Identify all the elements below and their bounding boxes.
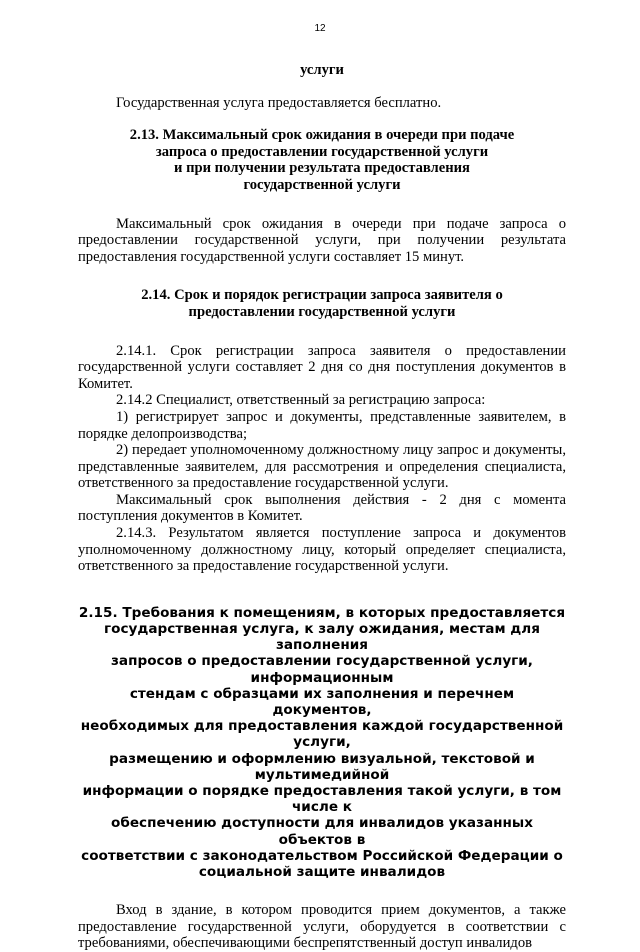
- heading-line: информации о порядке предоставления такой услуги, в том числе к: [82, 783, 562, 816]
- section-2-13-paragraph: Максимальный срок ожидания в очереди при подаче запроса о предоставлении государственной услуги, при получении результата предоставления государственной услуги составляет 15 минут.: [78, 215, 566, 265]
- heading-line: размещению и оформлению визуальной, текстовой и мультимедийной: [109, 750, 535, 783]
- continued-heading: услуги: [300, 62, 344, 78]
- heading-line: необходимых для предоставления каждой государственной услуги,: [80, 718, 564, 751]
- heading-line: стендам с образцами их заполнения и перечнем документов,: [129, 685, 515, 719]
- heading-line: запроса о предоставлении государственной услуги: [155, 143, 489, 160]
- section-2-14-paragraph: 2.14.2 Специалист, ответственный за регистрацию запроса:: [116, 392, 486, 409]
- page-number: 12: [314, 23, 326, 34]
- free-service-paragraph: Государственная услуга предоставляется бесплатно.: [116, 94, 442, 111]
- page-content: [78, 62, 566, 952]
- section-2-14-heading: [78, 287, 566, 320]
- heading-line: запросов о предоставлении государственной услуги, информационным: [111, 653, 533, 686]
- heading-line: предоставлении государственной услуги: [188, 303, 456, 320]
- heading-line: государственная услуга, к залу ожидания, местам для заполнения: [104, 621, 540, 654]
- section-2-14-paragraph: 1) регистрирует запрос и документы, представленные заявителем, в порядке делопроизводства;: [78, 408, 566, 442]
- heading-line: 2.15. Требования к помещениям, в которых предоставляется: [78, 604, 566, 621]
- section-2-13-heading: [78, 127, 566, 193]
- section-2-15-heading: [78, 605, 566, 880]
- heading-line: 2.14. Срок и порядок регистрации запроса заявителя о: [141, 287, 503, 304]
- section-2-15-paragraph: Вход в здание, в котором проводится прием документов, а также предоставление государственной услуги, оборудуется в соответствии с требованиями, обеспечивающими беспрепятственный доступ инвалидов: [78, 902, 566, 952]
- section-2-14-paragraph: 2.14.3. Результатом является поступление запроса и документов уполномоченному должностному лицу, который определяет специалиста, ответственного за предоставление государственной услуги.: [78, 525, 566, 575]
- heading-line: государственной услуги: [243, 176, 401, 193]
- heading-line: социальной защите инвалидов: [198, 864, 446, 881]
- heading-line: обеспечению доступности для инвалидов указанных объектов в: [111, 815, 533, 848]
- heading-line: 2.13. Максимальный срок ожидания в очереди при подаче: [129, 127, 515, 144]
- heading-line: соответствии с законодательством Российской Федерации о: [81, 847, 563, 864]
- section-2-14-paragraph: 2.14.1. Срок регистрации запроса заявителя о предоставлении государственной услуги составляет 2 дня со дня поступления документов в Комитет.: [78, 342, 566, 392]
- section-2-14-paragraph: Максимальный срок выполнения действия - 2 дня с момента поступления документов в Комитет.: [78, 491, 566, 525]
- section-2-14-paragraph: 2) передает уполномоченному должностному лицу запрос и документы, представленные заявителем, для рассмотрения и определения специалиста, ответственного за предоставление государственной услуги.: [78, 442, 566, 492]
- heading-line: и при получении результата предоставления: [174, 160, 470, 177]
